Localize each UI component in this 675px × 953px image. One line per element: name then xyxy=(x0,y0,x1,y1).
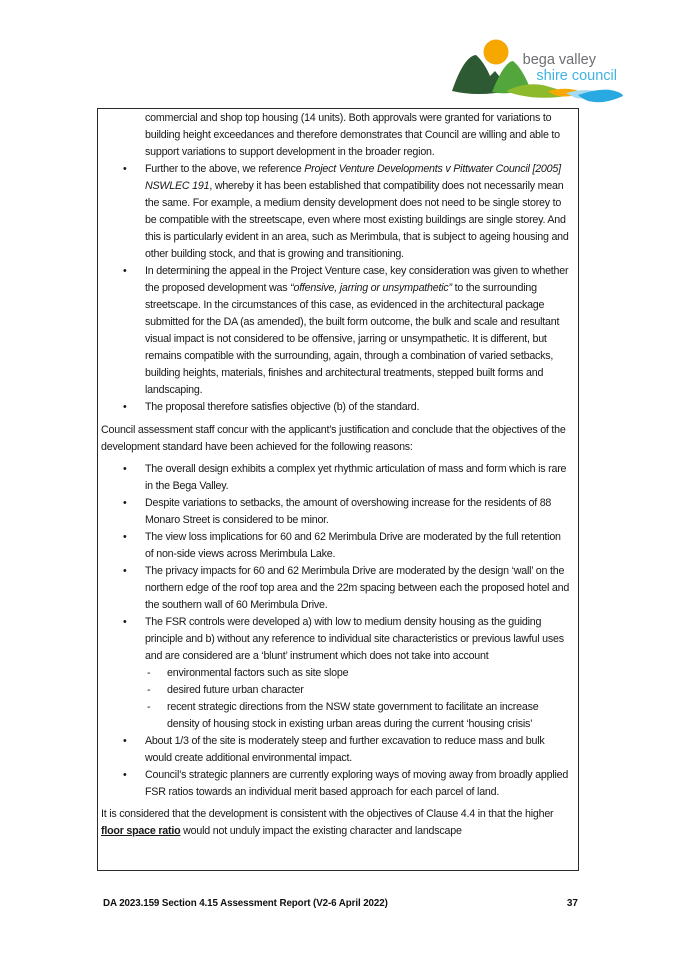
bullet-text: The view loss implications for 60 and 62 Merimbula Drive are moderated by the full retention of non-side views across Merimbula Lake. xyxy=(145,531,561,560)
bullet-icon: • xyxy=(123,497,127,509)
sub-item-text: desired future urban character xyxy=(167,684,304,696)
bullet-text: In determining the appeal in the Project Venture case, key consideration was given to whether the proposed development was “offensive, jarring or unsympathetic” to the surrounding streetscape. In the circumstances of this case, as evidenced in the architectural package submitted for the DA (as amended), the built form outcome, the bulk and scale and resultant visual impact is not considered to be offensive, jarring or unsympathetic. It is different, but remains compatible with the surrounding, again, through a combination of varied setbacks, building heights, materials, finishes and architectural treatments, stepped built forms and landscaping. xyxy=(145,265,569,396)
list-item xyxy=(101,529,570,563)
dash-icon: - xyxy=(147,684,151,696)
list-item xyxy=(101,161,570,263)
logo-text-line1: bega valley xyxy=(522,52,596,68)
bullet-text: The proposal therefore satisfies objective (b) of the standard. xyxy=(145,401,420,413)
bullet-icon: • xyxy=(123,735,127,747)
footer-page-number: 37 xyxy=(566,898,578,909)
list-item xyxy=(101,733,570,767)
bullet-text: Despite variations to setbacks, the amount of overshowing increase for the residents of 88 Monaro Street is considered to be minor. xyxy=(145,497,552,526)
assessment-text-box xyxy=(97,108,579,871)
bullet-icon: • xyxy=(123,401,127,413)
list-item xyxy=(101,614,570,665)
paragraph-clause-44: It is considered that the development is consistent with the objectives of Clause 4.4 in that the higher floor space ratio would not unduly impact the existing character and landscape xyxy=(101,808,554,837)
bullet-icon: • xyxy=(123,565,127,577)
case-citation: Project Venture Developments v Pittwater Council [2005] NSWLEC 191 xyxy=(145,163,561,192)
logo-text-line2: shire council xyxy=(536,68,617,84)
bega-valley-shire-council-logo xyxy=(448,34,626,108)
bullet-icon: • xyxy=(123,616,127,628)
dash-icon: - xyxy=(147,701,151,713)
list-item xyxy=(101,461,570,495)
bullet-icon: • xyxy=(123,463,127,475)
sub-list-item xyxy=(101,665,570,682)
list-item xyxy=(101,399,570,416)
dash-icon: - xyxy=(147,667,151,679)
bullet-icon: • xyxy=(123,769,127,781)
bullet-icon: • xyxy=(123,531,127,543)
list-item xyxy=(101,263,570,399)
paragraph-council-conclusion: Council assessment staff concur with the applicant’s justification and conclude that the objectives of the development standard have been achieved for the following reasons: xyxy=(101,424,566,453)
floor-space-ratio-emphasis: floor space ratio xyxy=(101,825,181,837)
paragraph-continuation: commercial and shop top housing (14 units). Both approvals were granted for variations to building height exceedances and therefore demonstrates that Council are willing and able to support variations to support development in the broader region. xyxy=(145,112,560,158)
sub-item-text: environmental factors such as site slope xyxy=(167,667,349,679)
quoted-phrase: “offensive, jarring or unsympathetic” xyxy=(290,282,452,294)
bullet-text: Council’s strategic planners are currently exploring ways of moving away from broadly applied FSR ratios towards an individual merit based approach for each parcel of land. xyxy=(145,769,569,798)
bullet-text: The privacy impacts for 60 and 62 Merimbula Drive are moderated by the design ‘wall’ on the northern edge of the roof top area and the 22m spacing between each the proposed hotel and the southern wall of 60 Merimbula Drive. xyxy=(145,565,570,611)
list-item xyxy=(101,767,570,801)
sub-item-text: recent strategic directions from the NSW state government to facilitate an increase density of housing stock in existing urban areas during the current ‘housing crisis’ xyxy=(167,701,539,730)
sun-icon xyxy=(484,40,509,65)
sub-list-item xyxy=(101,682,570,699)
bullet-icon: • xyxy=(123,163,127,175)
bullet-icon: • xyxy=(123,265,127,277)
bullet-text: About 1/3 of the site is moderately steep and further excavation to reduce mass and bulk would create additional environmental impact. xyxy=(145,735,545,764)
bullet-text: The FSR controls were developed a) with low to medium density housing as the guiding principle and b) without any reference to individual site characteristics or previous lawful uses and are considered are a ‘blunt’ instrument which does not take into account xyxy=(145,616,564,662)
sub-list-item xyxy=(101,699,570,733)
bullet-text: Further to the above, we reference Project Venture Developments v Pittwater Council [2005] NSWLEC 191, whereby it has been established that compatibility does not necessarily mean the same. For example, a medium density development does not need to be single storey to be compatible with the streetscape, even where most existing buildings are single storey. And this is particularly evident in an area, such as Merimbula, that is subject to ageing housing and other building stock, and that is growing and transitioning. xyxy=(145,163,569,260)
list-item xyxy=(101,495,570,529)
list-item xyxy=(101,563,570,614)
bullet-text: The overall design exhibits a complex yet rhythmic articulation of mass and form which is rare in the Bega Valley. xyxy=(145,463,567,492)
footer-report-title: DA 2023.159 Section 4.15 Assessment Report (V2-6 April 2022) xyxy=(103,898,388,909)
